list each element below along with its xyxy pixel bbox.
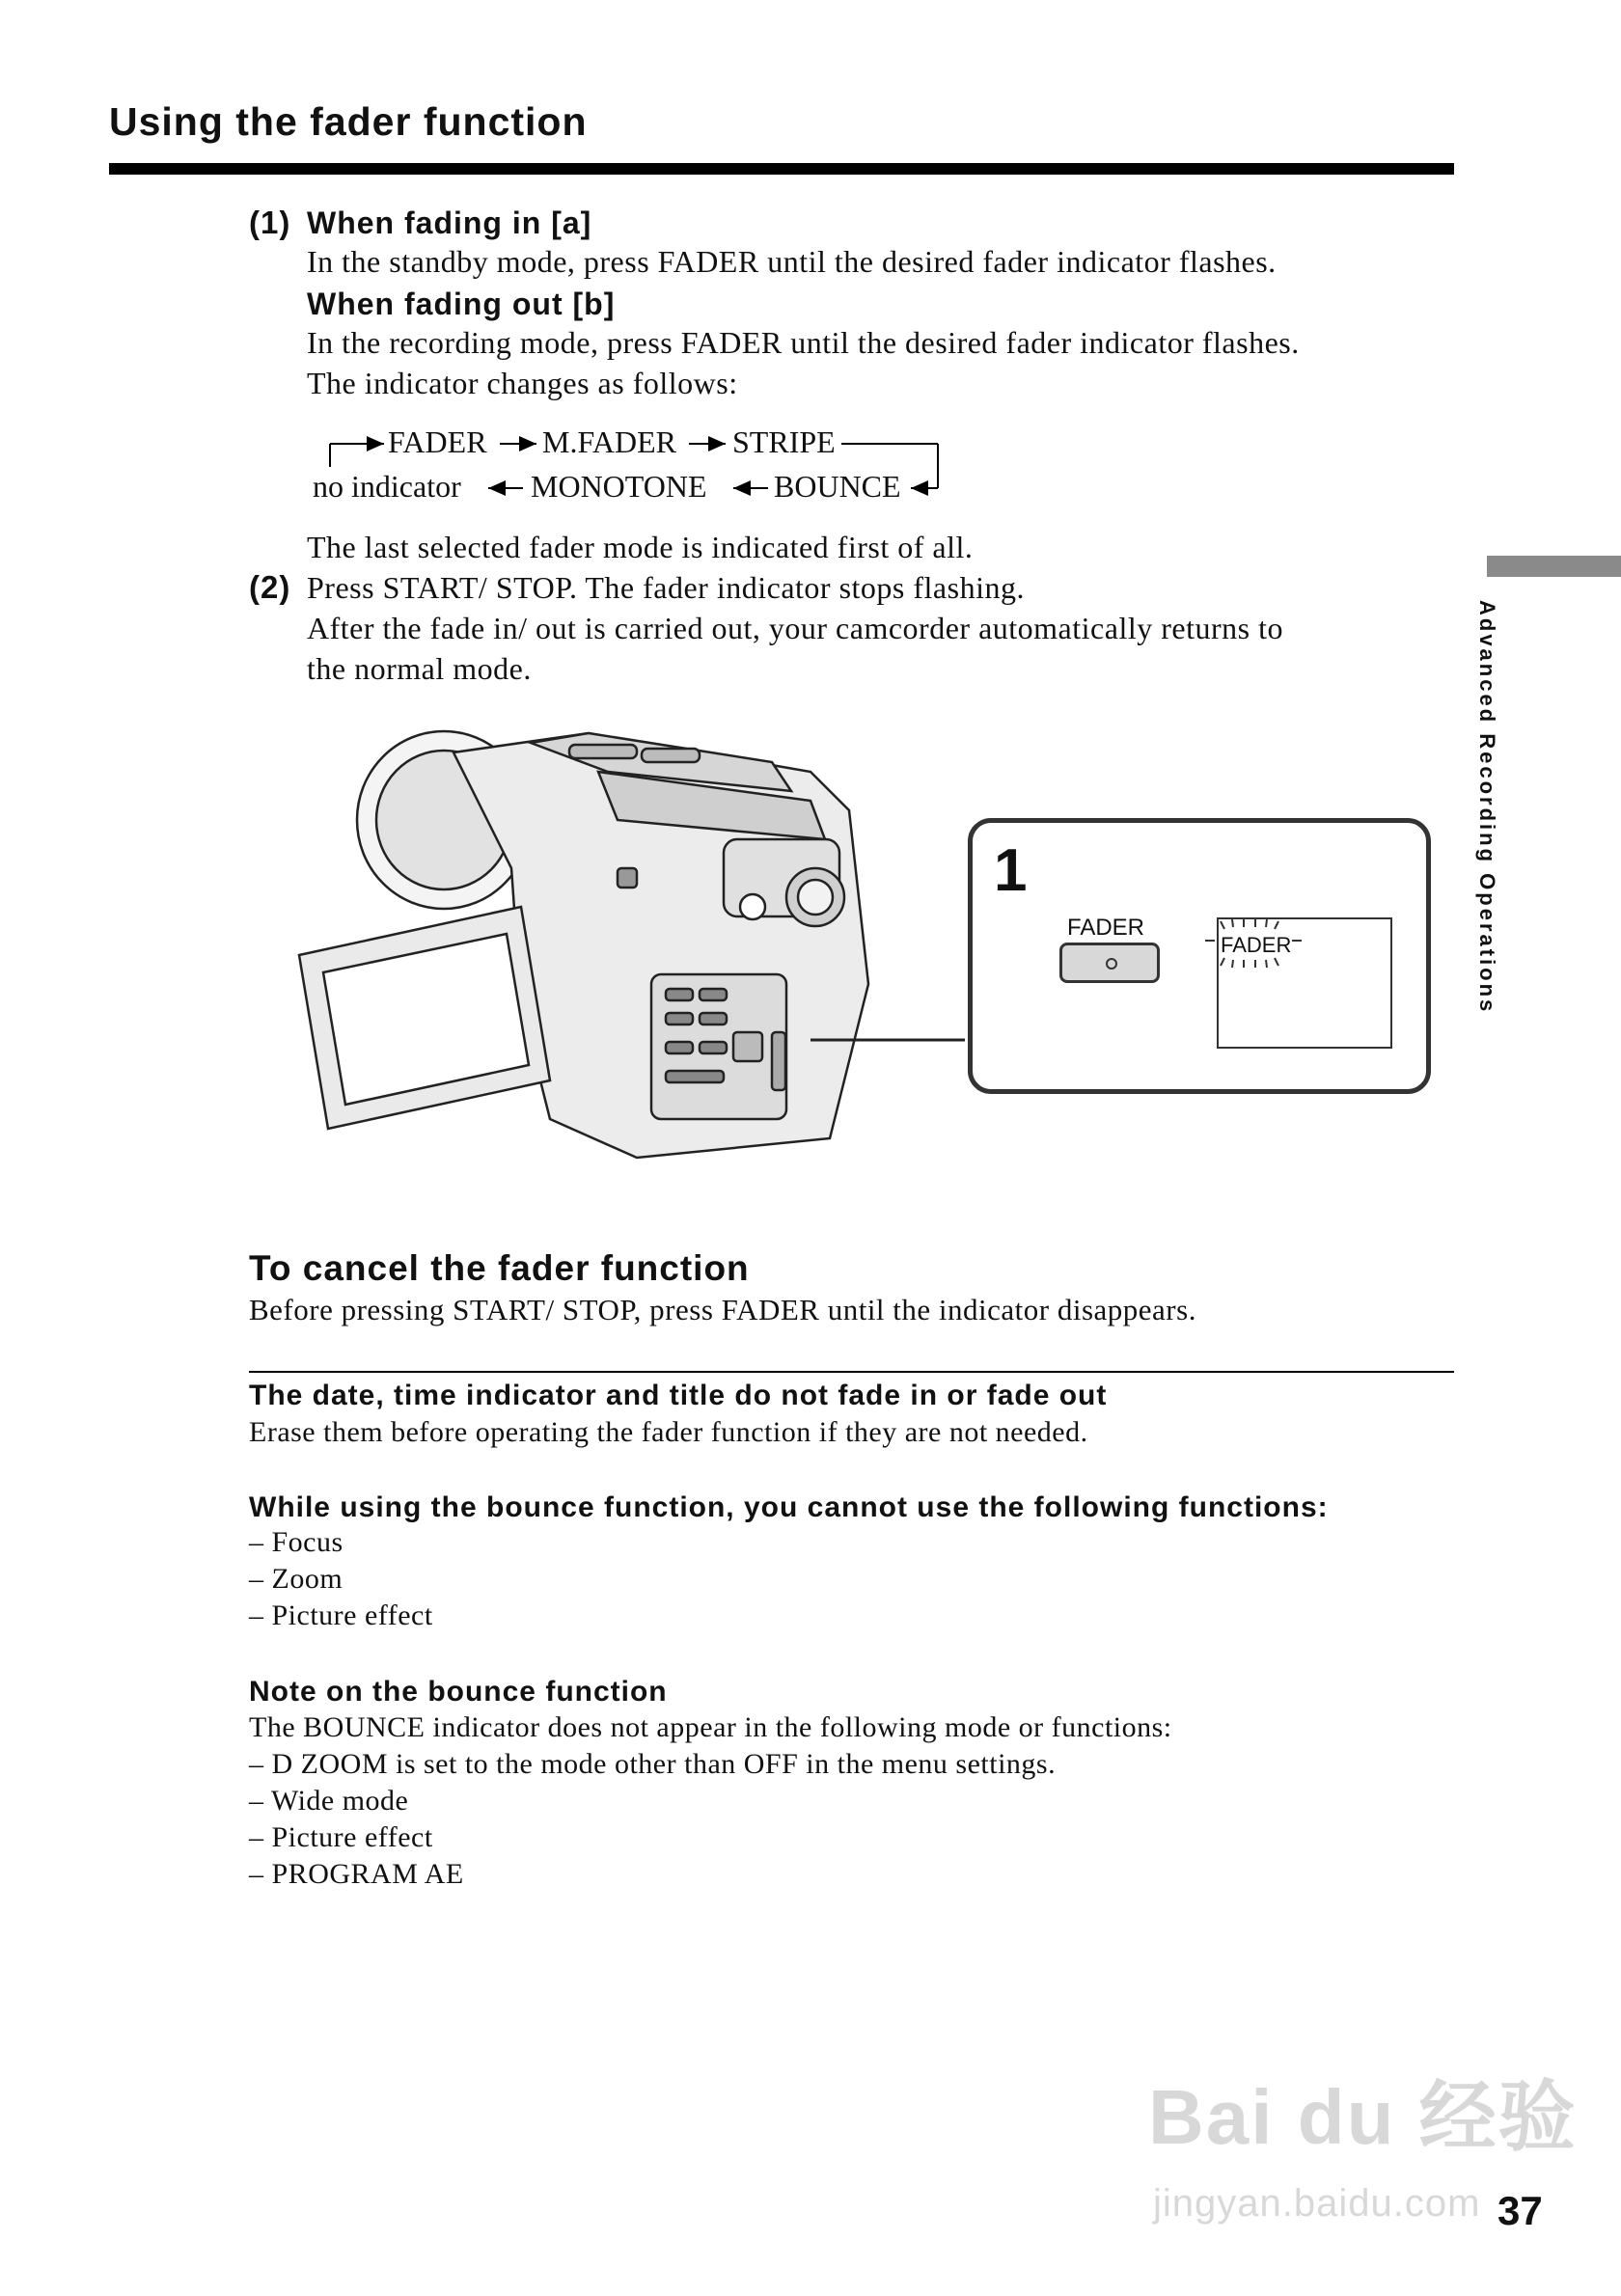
- page-number: 37: [1497, 2188, 1543, 2233]
- panel-button-4: [700, 1013, 727, 1025]
- panel-button-6: [700, 1042, 727, 1053]
- note-2-item-zoom: – Zoom: [249, 1563, 343, 1595]
- panel-button-7: [666, 1071, 724, 1082]
- note-3-list: [249, 1709, 1172, 1893]
- fade-out-heading: When fading out [b]: [307, 287, 616, 321]
- note-1-text: Erase them before operating the fader function if they are not needed.: [249, 1416, 1088, 1448]
- panel-button-8: [733, 1032, 762, 1061]
- viewfinder-button: [740, 894, 765, 919]
- note-1-heading: The date, time indicator and title do not fade in or fade out: [249, 1380, 1108, 1411]
- flow-mfader: M.FADER: [542, 424, 676, 459]
- note-3-item-dzoom: – D ZOOM is set to the mode other than OFF in the menu settings.: [249, 1748, 1057, 1780]
- note-3-text: The BOUNCE indicator does not appear in the following mode or functions:: [249, 1711, 1172, 1743]
- flow-no-indicator: no indicator: [313, 469, 461, 504]
- section-label: Advanced Recording Operations: [1475, 600, 1499, 1015]
- cancel-text: Before pressing START/ STOP, press FADER until the indicator disappears.: [249, 1293, 1196, 1326]
- panel-button-2: [700, 989, 727, 1000]
- step-1-number: (1): [249, 205, 291, 240]
- flow-stripe: STRIPE: [732, 424, 836, 459]
- watermark-url: jingyan.baidu.com: [1153, 2182, 1481, 2225]
- changes-text: The indicator changes as follows:: [307, 366, 738, 400]
- page-title: Using the fader function: [109, 99, 588, 144]
- note-3-item-picture-effect: – Picture effect: [249, 1821, 433, 1853]
- fade-in-heading: When fading in [a]: [307, 205, 592, 240]
- step-2-number: (2): [249, 569, 291, 605]
- note-2-item-picture-effect: – Picture effect: [249, 1599, 433, 1631]
- fader-button-location: [772, 1032, 785, 1090]
- flow-bounce: BOUNCE: [774, 469, 901, 504]
- note-2-item-focus: – Focus: [249, 1526, 343, 1558]
- step-2-line-3: the normal mode.: [307, 651, 532, 686]
- step-2-line-1: Press START/ STOP. The fader indicator stops flashing.: [307, 570, 1025, 605]
- cancel-heading: To cancel the fader function: [249, 1248, 750, 1288]
- eyepiece: [798, 880, 833, 915]
- fade-in-text: In the standby mode, press FADER until the desired fader indicator flashes.: [307, 244, 1277, 279]
- flow-monotone: MONOTONE: [531, 469, 707, 504]
- callout-number: 1: [994, 837, 1028, 904]
- fader-callout-box: [968, 818, 1431, 1094]
- notes-rule: [249, 1371, 1454, 1373]
- note-3-item-program-ae: – PROGRAM AE: [249, 1858, 464, 1890]
- note-3-heading: Note on the bounce function: [249, 1676, 668, 1708]
- fader-button-label: FADER: [1067, 915, 1145, 941]
- title-rule: [109, 163, 1454, 175]
- section-tab-marker: [1487, 556, 1621, 577]
- screen-fader-indicator: FADER: [1221, 933, 1292, 957]
- camcorder-illustration: [270, 714, 965, 1167]
- button-dot-icon: [1106, 958, 1117, 970]
- panel-button-5: [666, 1042, 693, 1053]
- note-2-list: [249, 1524, 433, 1634]
- note-2-heading: While using the bounce function, you cannot use the following functions:: [249, 1491, 1329, 1523]
- last-selected-text: The last selected fader mode is indicated first of all.: [307, 530, 974, 564]
- fader-button[interactable]: [1059, 943, 1160, 983]
- side-switch: [618, 868, 637, 888]
- viewfinder-screen: [1217, 917, 1392, 1049]
- watermark-logo: Bai du 经验: [1148, 2074, 1578, 2160]
- step-2-line-2: After the fade in/ out is carried out, your camcorder automatically returns to: [307, 611, 1283, 645]
- flashing-rays-icon: [1199, 916, 1305, 973]
- top-button-1: [569, 745, 637, 758]
- panel-button-1: [666, 989, 693, 1000]
- note-3-item-wide-mode: – Wide mode: [249, 1785, 409, 1817]
- top-button-2: [642, 749, 700, 762]
- fade-out-text: In the recording mode, press FADER until the desired fader indicator flashes.: [307, 325, 1300, 360]
- panel-button-3: [666, 1013, 693, 1025]
- flow-fader: FADER: [388, 424, 487, 459]
